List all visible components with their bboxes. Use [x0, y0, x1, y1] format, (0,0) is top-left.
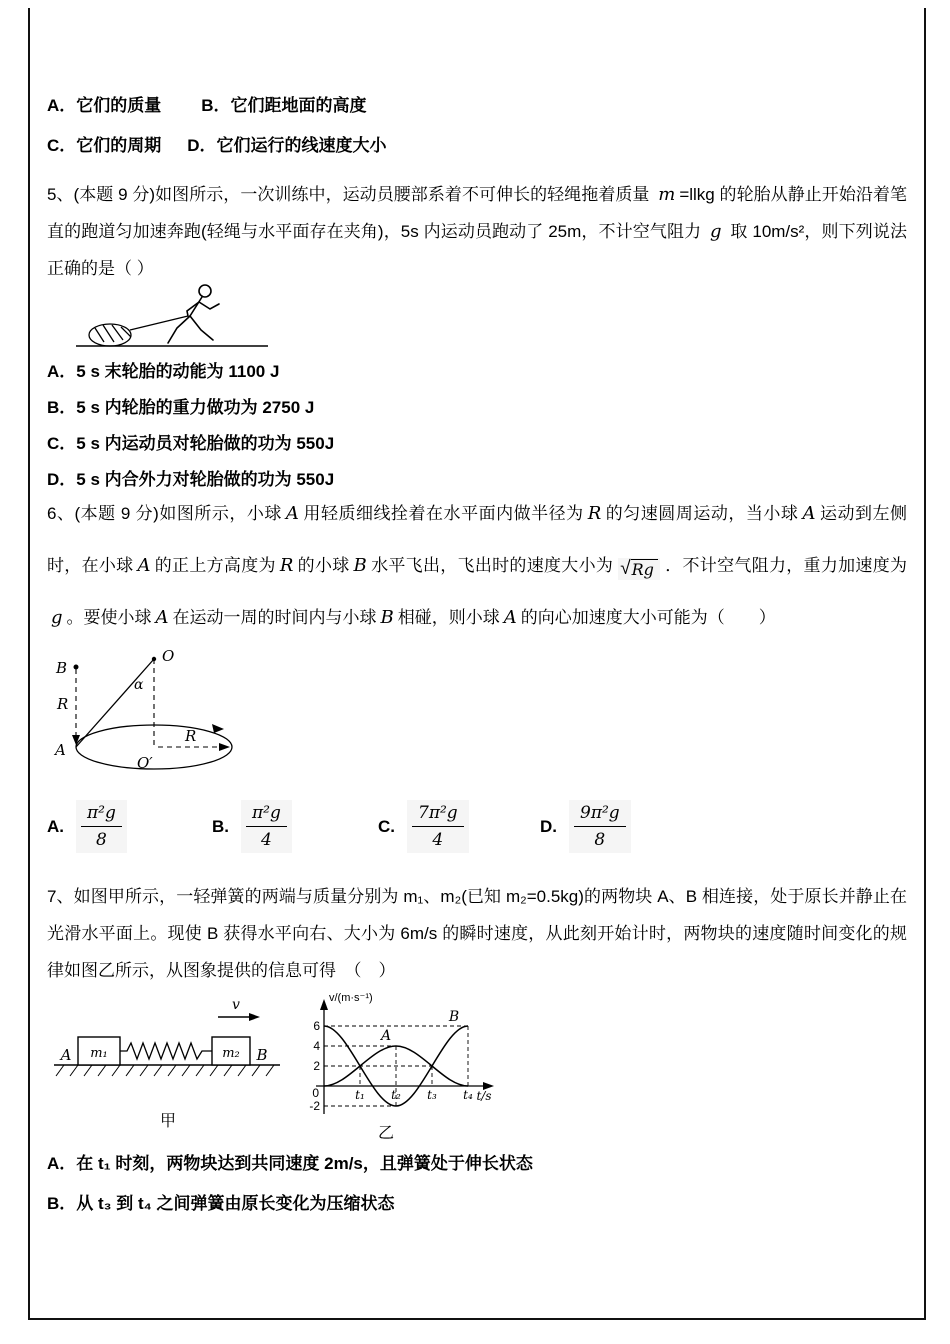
- q6-figure-circular-motion: [42, 645, 282, 795]
- label-O-prime: O′: [137, 754, 153, 772]
- spring-coil: [120, 1043, 212, 1059]
- q6-option-d: [540, 800, 631, 853]
- fraction-numerator: 9π²g: [574, 803, 626, 827]
- q5-option-c: C．5 s 内运动员对轮胎做的功为 550J: [47, 434, 335, 453]
- label-curve-B: B: [448, 1009, 460, 1025]
- q5-option-b: B．5 s 内轮胎的重力做功为 2750 J: [47, 398, 315, 417]
- x-tick-t4: t₄: [463, 1088, 473, 1102]
- fraction-denominator: 4: [432, 830, 444, 850]
- q7-figure-spring-blocks: [48, 980, 286, 1130]
- q4-option-a: A．它们的质量: [47, 96, 162, 115]
- q6-option-a-label: A.: [47, 816, 64, 836]
- label-R-radius: R: [185, 727, 197, 745]
- fraction-numerator: 7π²g: [412, 803, 464, 827]
- y-axis-arrowhead: [320, 999, 328, 1010]
- rope-line: [130, 316, 188, 330]
- fraction-denominator: 4: [261, 830, 272, 850]
- y-tick-neg2: -2: [309, 1099, 320, 1113]
- q6-option-c-fraction: [407, 800, 469, 853]
- q6-option-b-label: B.: [212, 816, 229, 836]
- point-O-dot: [152, 657, 156, 661]
- q6-option-d-label: D.: [540, 816, 557, 836]
- label-R-height: R: [57, 695, 69, 713]
- x-tick-t1: t₁: [355, 1088, 365, 1102]
- tire: [89, 324, 131, 346]
- q5-option-a: A．5 s 末轮胎的动能为 1100 J: [47, 362, 280, 381]
- velocity-arrowhead: [249, 1013, 260, 1021]
- q7-option-a: A．在 t₁ 时刻，两物块达到共同速度 2m/s，且弹簧处于伸长状态: [47, 1154, 533, 1173]
- q5-figure-runner-tire: [40, 272, 270, 352]
- q7-option-b: B．从 t₃ 到 t₄ 之间弹簧由原长变化为压缩状态: [47, 1194, 395, 1213]
- q5-option-d: D．5 s 内合外力对轮胎做的功为 550J: [47, 470, 335, 489]
- label-B: B: [256, 1046, 268, 1064]
- y-tick-2: 2: [313, 1059, 320, 1073]
- q4-option-d: D．它们运行的线速度大小: [187, 136, 387, 155]
- x-tick-t3: t₃: [427, 1088, 437, 1102]
- fraction-denominator: 8: [594, 830, 606, 850]
- q6-option-a-fraction: [76, 800, 127, 853]
- rotation-arrowhead: [212, 724, 224, 733]
- x-tick-t2: t₂: [391, 1088, 401, 1102]
- caption-yi: 乙: [377, 1125, 395, 1141]
- radius-arrowhead: [219, 743, 230, 751]
- string-line: [76, 659, 154, 747]
- y-axis-label: v/(m·s⁻¹): [329, 992, 373, 1004]
- ground-hatching: [56, 1065, 274, 1076]
- label-A: A: [60, 1046, 72, 1064]
- q6-option-d-fraction: [569, 800, 631, 853]
- q6-options-row: [0, 800, 950, 866]
- label-curve-A: A: [380, 1028, 392, 1044]
- q4-option-b: B．它们距地面的高度: [201, 96, 367, 115]
- label-m1: m₁: [90, 1046, 108, 1061]
- q4-options-row-1: [47, 94, 907, 118]
- label-A: A: [55, 741, 66, 759]
- y-tick-0: 0: [312, 1086, 319, 1100]
- label-m2: m₂: [222, 1046, 240, 1061]
- label-O: O: [162, 647, 175, 665]
- label-alpha: α: [134, 677, 144, 693]
- q6-option-a: [47, 800, 127, 853]
- fraction-numerator: π²g: [246, 803, 287, 827]
- caption-jia: 甲: [159, 1113, 177, 1130]
- q6-option-b-fraction: [241, 800, 292, 853]
- runner-stick-figure: [168, 285, 219, 343]
- label-B: B: [56, 659, 68, 677]
- point-B-dot: [74, 665, 79, 670]
- x-axis-label: t/s: [476, 1089, 492, 1103]
- q6-option-c: [378, 800, 469, 853]
- y-tick-4: 4: [313, 1039, 320, 1053]
- q7-figure-velocity-time-graph: [286, 986, 496, 1141]
- fraction-denominator: 8: [96, 830, 107, 850]
- q6-option-b: [212, 800, 292, 853]
- q4-option-c: C．它们的周期: [47, 136, 162, 155]
- q4-options-row-2: [47, 134, 907, 158]
- fraction-numerator: π²g: [81, 803, 122, 827]
- label-v: v: [232, 997, 240, 1013]
- y-tick-6: 6: [313, 1019, 320, 1033]
- q6-option-c-label: C.: [378, 816, 395, 836]
- q5-stem: 5、(本题 9 分)如图所示，一次训练中，运动员腰部系着不可伸长的轻绳拖着质量 m =llkg 的轮胎从静止开始沿着笔直的跑道匀加速奔跑(轻绳与水平面存在夹角)，5s 内运动员跑动了 25m，不计空气阻力 g 取 10m/s²，则下列说法正确的是（ ）: [47, 184, 907, 278]
- q7-stem: 7、如图甲所示，一轻弹簧的两端与质量分别为 m₁、m₂(已知 m₂=0.5kg)的两物块 A、B 相连接，处于原长并静止在光滑水平面上。现使 B 获得水平向右、大小为 6m/s 的瞬时速度，从此刻开始计时，两物块的速度随时间变化的规律如图乙所示，从图象提供的信息可得 （ ）: [47, 887, 907, 980]
- q6-stem: 6、(本题 9 分)如图所示，小球 A 用轻质细线拴着在水平面内做半径为 R 的匀速圆周运动，当小球 A 运动到左侧时，在小球 A 的正上方高度为 R 的小球 B 水平飞出，飞出时的速度大小为 √ Rg ．不计空气阻力，重力加速度为g 。要使小球 A 在运动一周的时间内与小球 B 相碰，则小球 A 的向心加速度大小可能为（ ）: [47, 503, 908, 628]
